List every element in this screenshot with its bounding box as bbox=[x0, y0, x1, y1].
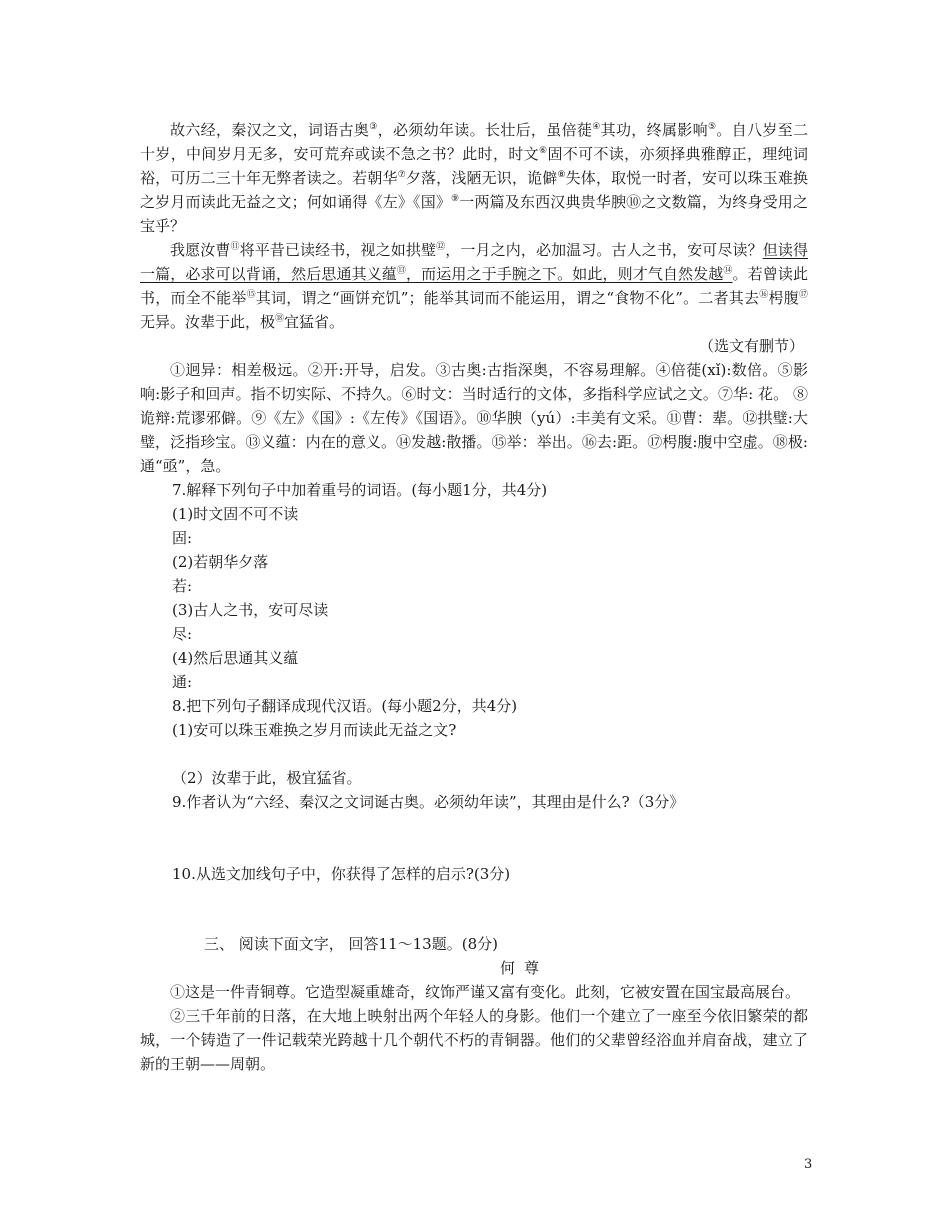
article-paragraph-2: ②三千年前的日落，在大地上映射出两个年轻人的身影。他们一个建立了一座至今依旧繁荣的都城，一个铸造了一件记载荣光跨越十几个朝代不朽的青铜器。他们的父辈曾经浴血并肩奋战，建立了新的王朝——周朝。 bbox=[140, 1007, 808, 1073]
question-7-sentence-3: (3)古人之书，安可尽读 bbox=[172, 601, 329, 619]
text: ，一月之内，必加温习。古人之书，安可尽读？ bbox=[445, 241, 763, 259]
footnote-marker: ⑮ bbox=[246, 290, 256, 300]
answer-space bbox=[140, 742, 808, 766]
footnote-marker: ⑱ bbox=[275, 314, 285, 324]
text: ，必须幼年读。长壮后，虽倍蓰 bbox=[377, 121, 593, 139]
text: 但读得一篇，必求可以背诵，然后思通其义蕴 bbox=[140, 241, 808, 283]
text: 枵腹 bbox=[768, 289, 799, 307]
document-page bbox=[140, 118, 808, 1076]
footnote-marker: ⑪ bbox=[230, 242, 240, 252]
answer-space bbox=[140, 814, 808, 862]
question-8-sentence-1: (1)安可以珠玉难换之岁月而读此无益之文? bbox=[172, 721, 457, 739]
text: 我愿汝曹 bbox=[170, 241, 231, 259]
question-8-title: 8.把下列句子翻译成现代汉语。(每小题2分，共4分) bbox=[172, 697, 518, 715]
text: 。自八岁至二十岁，中间岁月无多，安可荒弃或读不急之书？此时，时文 bbox=[140, 121, 808, 163]
article-title: 何尊 bbox=[499, 959, 548, 977]
source-note: （选文有删节） bbox=[698, 337, 804, 355]
text: 无异。汝辈于此，极 bbox=[140, 313, 276, 331]
question-7-answer-4: 通: bbox=[172, 673, 193, 691]
question-7-answer-1: 固: bbox=[172, 529, 193, 547]
question-7-sentence-4: (4)然后思通其义蕴 bbox=[172, 649, 299, 667]
footnotes: ①迥异：相差极远。②开:开导，启发。③古奥:古指深奥，不容易理解。④倍蓰(xǐ):数倍。⑤影响:影子和回声。指不切实际、不持久。⑥时文：当时适行的文体，多指科学应试之文。⑦华: 花。 ⑧诡辩:荒谬邪僻。⑨《左》《国》:《左传》《国语》。⑩华腴（yú）:丰美有文采。⑪曹：辈。⑫拱璧:大璧，泛指珍宝。⑬义蕴：内在的意义。⑭发越:散播。⑮举：举出。⑯去:距。⑰枵腹:腹中空虚。⑱极:通“亟”，急。 bbox=[140, 361, 808, 475]
text: 将平昔已读经书，视之如拱璧 bbox=[239, 241, 437, 259]
footnote-marker: ⑧ bbox=[557, 170, 566, 180]
footnote-marker: ⑯ bbox=[759, 290, 769, 300]
footnote-marker: ⑰ bbox=[798, 290, 808, 300]
text: 故六经，秦汉之文，词语古奥 bbox=[170, 121, 370, 139]
question-9: 9.作者认为“六经、秦汉之文词诞古奥。必须幼年读”，其理由是什么?（3分》 bbox=[172, 793, 685, 811]
footnote-marker: ⑬ bbox=[396, 266, 407, 276]
question-8-sentence-2: （2）汝辈于此，极宜猛省。 bbox=[172, 769, 362, 787]
question-7-sentence-2: (2)若朝华夕落 bbox=[172, 553, 269, 571]
text: 一两篇及东西汉典贵华腴⑩之文数篇，为终身受用之宝乎？ bbox=[140, 193, 808, 235]
footnote-marker: ⑦ bbox=[397, 170, 406, 180]
text: 其词，谓之“画饼充饥”；能举其词而不能运用，谓之“食物不化”。二者其去 bbox=[255, 289, 760, 307]
question-10: 10.从选文加线句子中，你获得了怎样的启示?(3分) bbox=[172, 865, 511, 883]
text: 固不可不读，亦须择典雅醇正，理纯词裕，可历二三十年无弊者读之。若朝华 bbox=[140, 145, 808, 187]
footnote-marker: ⑤ bbox=[707, 122, 717, 132]
question-7-sentence-1: (1)时文固不可不读 bbox=[172, 505, 299, 523]
page-number: 3 bbox=[804, 1157, 813, 1172]
text: 夕落，浅陋无识，诡僻 bbox=[405, 169, 558, 187]
passage-paragraph-1 bbox=[140, 118, 808, 238]
passage-paragraph-2 bbox=[140, 238, 808, 334]
footnote-marker: ⑫ bbox=[436, 242, 446, 252]
text: 宜猛省。 bbox=[284, 313, 345, 331]
footnote-marker: ④ bbox=[592, 122, 601, 132]
footnote-marker: ⑥ bbox=[539, 146, 548, 156]
question-7-answer-2: 若: bbox=[172, 577, 193, 595]
text: ，而运用之于手腕之下。如此，则才气自然发越 bbox=[406, 265, 724, 283]
answer-space bbox=[140, 886, 808, 932]
text: 失体，取悦一时者，安可以珠玉难换之岁月而读此无益之文；何如诵得《左》《国》 bbox=[140, 169, 808, 211]
article-paragraph-1: ①这是一件青铜尊。它造型凝重雄奇，纹饰严谨又富有变化。此刻，它被安置在国宝最高展台。 bbox=[170, 983, 801, 1001]
question-7-title: 7.解释下列句子中加着重号的词语。(每小题1分，共4分) bbox=[172, 481, 548, 499]
footnote-marker: ⑨ bbox=[451, 194, 460, 204]
text: 。若曾读此书，而全不能举 bbox=[140, 265, 808, 307]
text: 其功，终属影响 bbox=[600, 121, 708, 139]
question-7-answer-3: 尽: bbox=[172, 625, 193, 643]
footnote-marker: ⑭ bbox=[723, 266, 733, 276]
footnote-marker: ③ bbox=[369, 122, 378, 132]
section-3-heading: 三、 阅读下面文字， 回答11～13题。(8分) bbox=[204, 935, 498, 953]
